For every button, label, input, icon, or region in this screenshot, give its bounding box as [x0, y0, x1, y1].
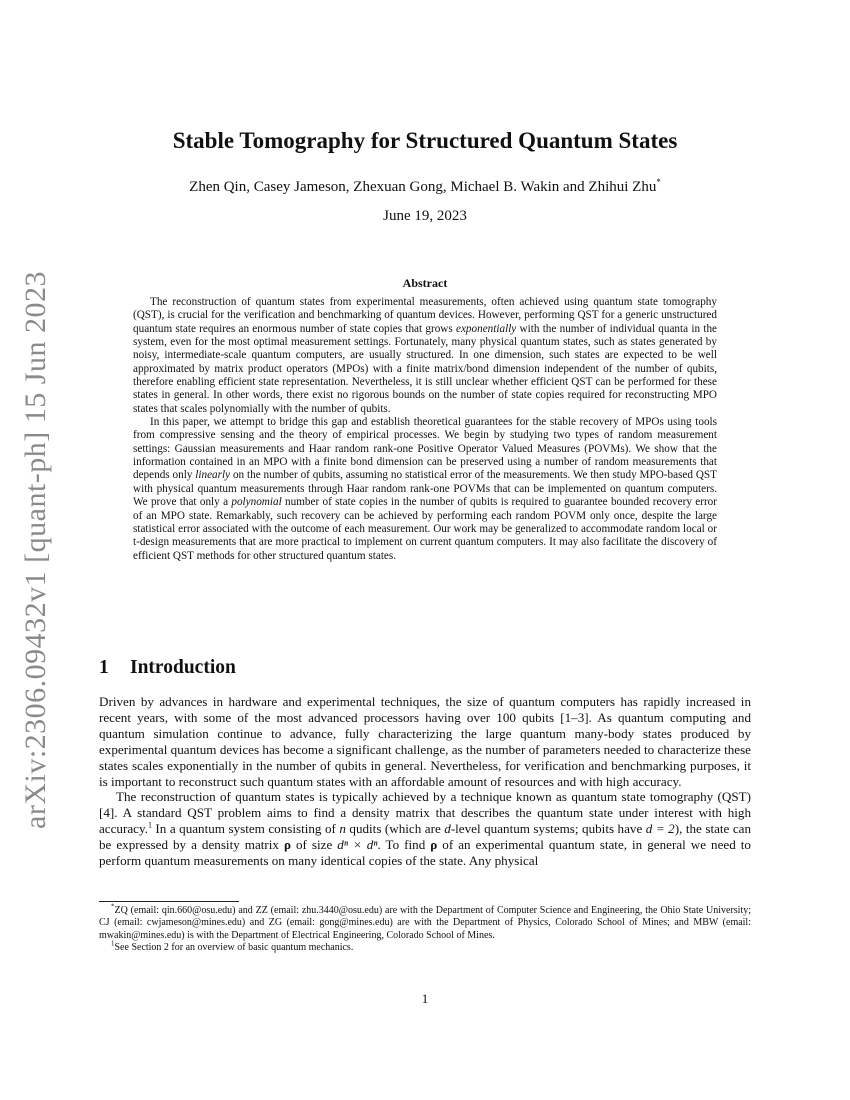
math-d-equals-2: d = 2 — [645, 821, 675, 837]
math-matrix-size: dⁿ × dⁿ — [337, 837, 378, 853]
footnote-1: $^1$See Section 2 for an overview of basic quantum mechanics. — [111, 939, 354, 954]
author-footnote-mark: * — [656, 177, 661, 187]
math-rho: ρ — [283, 837, 291, 853]
footnote-rule — [99, 901, 239, 902]
paper-title: Stable Tomography for Structured Quantum States — [172, 128, 678, 153]
footnote-ref-1: 1 — [147, 820, 152, 830]
section-title: Introduction — [130, 657, 236, 678]
arxiv-sidebar-identifier — [8, 271, 64, 829]
authors-text: Zhen Qin, Casey Jameson, Zhexuan Gong, Michael B. Wakin and Zhihui Zhu — [189, 179, 657, 195]
abstract-heading: Abstract — [402, 276, 448, 290]
arxiv-id-text: arXiv:2306.09432v1 [quant-ph] 15 Jun 2023 — [19, 271, 52, 829]
author-list — [0, 177, 850, 196]
math-rho-2: ρ — [430, 837, 438, 853]
footnotes — [99, 902, 751, 955]
section-heading-introduction — [99, 657, 236, 679]
emphasis-polynomial: polynomial — [231, 496, 282, 509]
page-number: 1 — [421, 991, 429, 1006]
abstract-body — [133, 296, 717, 563]
emphasis-exponentially: exponentially — [456, 322, 517, 335]
emphasis-linearly: linearly — [195, 469, 231, 482]
abstract-paragraph-2: In this paper, we attempt to bridge this gap and establish theoretical guarantees for the stable recovery of MPOs using tools from compressive sensing and the theory of empirical processes. We begin by studying two types of random measurement settings: Gaussian measurements and Haar random rank-one Positive Operator Valued Measures (POVMs). We show that the information contained in an MPO with a finite bond dimension can be preserved using a number of random measurements that depends only linearly on the number of qubits, assuming no statistical error of the measurements. We then study MPO-based QST with physical quantum measurements through Haar random rank-one POVMs that can be implemented on quantum computers. We prove that only a polynomial number of state copies in the number of qubits is required to guarantee bounded recovery error of an MPO state. Remarkably, such recovery can be achieved by performing each random POVM only once, despite the large statistical error associated with the outcome of each measurement. Our work may be generalized to accommodate random local or t-design measurements that are more practical to implement on current quantum computers. It may also facilitate the discovery of efficient QST methods for other structured quantum states. — [133, 416, 717, 562]
intro-paragraph-1: Driven by advances in hardware and experimental techniques, the size of quantum computers has rapidly increased in recent years, with some of the most advanced processors having over 100 qubits [1–3]. As quantum computing and quantum simulation continue to advance, fully characterizing the large quantum many-body states produced by experimental quantum devices has become a significant challenge, as the number of parameters needed to characterize these states scales exponentially in the number of qubits in general. Nevertheless, for verification and benchmarking purposes, it is important to reconstruct such quantum states with an affordable amount of resources and with high accuracy. — [99, 694, 751, 789]
intro-paragraph-2: The reconstruction of quantum states is typically achieved by a technique known as quantum state tomography (QST) [4]. A standard QST problem aims to find a density matrix that describes the quantum state under interest with high accuracy.$^1$ In a quantum system consisting of n qudits (which are d-level quantum systems; qubits have d = 2), the state can be expressed by a density matrix ρ of size dⁿ × dⁿ. To find ρ of an experimental quantum state, in general we need to perform quantum measurements on many identical copies of the state. Any physical — [99, 789, 752, 869]
paper-date: June 19, 2023 — [383, 208, 467, 224]
footnote-affiliations: *ZQ (email: qin.660@osu.edu) and ZZ (email: zhu.3440@osu.edu) are with the Department of Computer Science and Engineering, the Ohio State University; CJ (email: cwjameson@mines.edu) and ZG (email: gong@mines.edu) are with the Department of Physics, Colorado School of Mines; and MBW (email: mwakin@mines.edu) is with the Department of Electrical Engineering, Colorado School of Mines. — [99, 902, 751, 941]
section-number: 1 — [99, 657, 109, 678]
math-d: d — [444, 821, 451, 837]
math-n: n — [339, 821, 346, 837]
introduction-body — [99, 694, 751, 869]
abstract-paragraph-1: The reconstruction of quantum states from experimental measurements, often achieved using quantum state tomography (QST), is crucial for the verification and benchmarking of quantum devices. However, performing QST for a generic unstructured quantum state requires an enormous number of state copies that grows exponentially with the number of individual quanta in the system, even for the most optimal measurement settings. Fortunately, many physical quantum states, such as states generated by noisy, intermediate-scale quantum computers, are usually structured. In one dimension, such states are expected to be well approximated by matrix product operators (MPOs) with a finite matrix/bond dimension independent of the number of qubits, therefore enabling efficient state representation. Nevertheless, it is still unclear whether efficient QST can be performed for these states in general. In other words, there exist no rigorous bounds on the number of state copies required for reconstructing MPO states that scales polynomially with the number of qubits. — [133, 296, 718, 415]
